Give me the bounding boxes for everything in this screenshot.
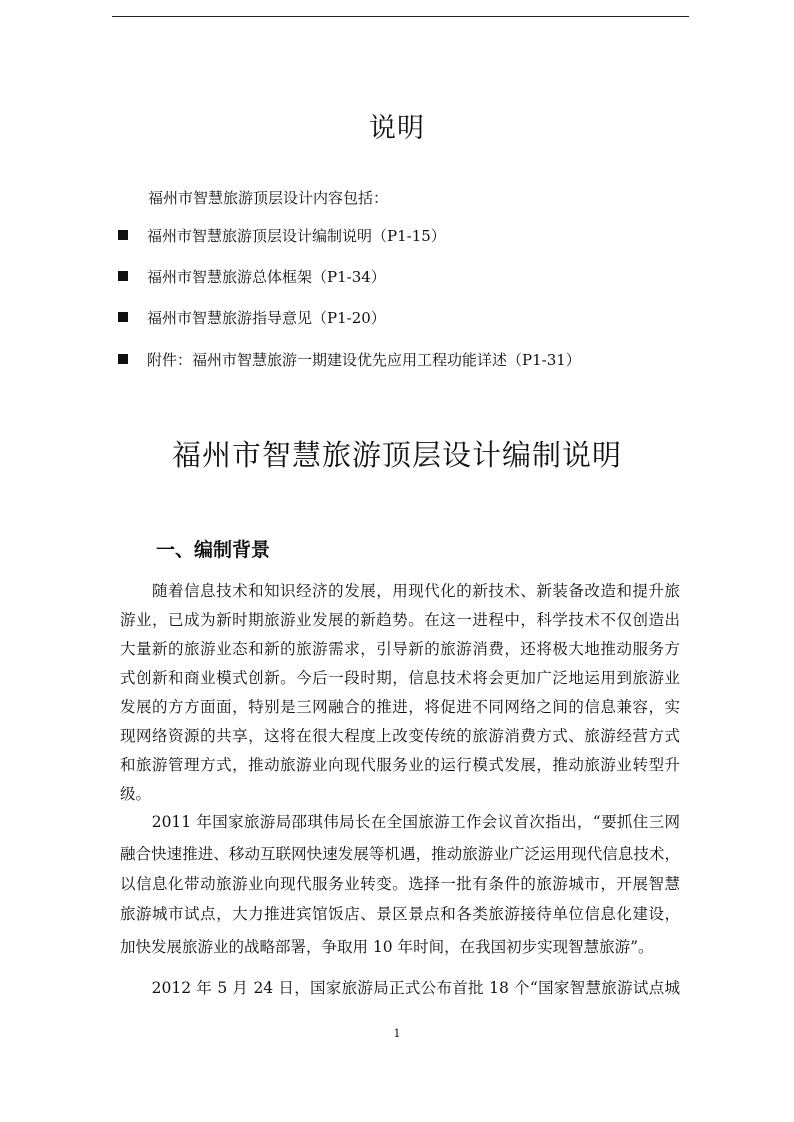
- text-line: 以信息化带动旅游业向现代服务业转变。选择一批有条件的旅游城市，开展智慧: [120, 875, 680, 893]
- text-line: 大量新的旅游业态和新的旅游需求，引导新的旅游消费，还将极大地推动服务方: [120, 640, 680, 658]
- header-rule: [112, 16, 689, 17]
- contents-item: [118, 306, 386, 328]
- page-number: 1: [393, 1027, 401, 1040]
- contents-intro: 福州市智慧旅游顶层设计内容包括：: [148, 189, 389, 207]
- square-bullet-icon: [118, 230, 128, 240]
- contents-item-label: 附件：福州市智慧旅游一期建设优先应用工程功能详述（P1-31）: [147, 350, 581, 369]
- square-bullet-icon: [118, 312, 128, 322]
- text-line: 和旅游管理方式，推动旅游业向现代服务业的运行模式发展，推动旅游业转型升: [120, 756, 680, 774]
- text-line: 融合快速推进、移动互联网快速发展等机遇，推动旅游业广泛运用现代信息技术，: [120, 845, 680, 863]
- contents-item-label: 福州市智慧旅游顶层设计编制说明（P1-15）: [147, 226, 446, 245]
- contents-item-label: 福州市智慧旅游指导意见（P1-20）: [147, 308, 386, 327]
- page-title: 说明: [369, 113, 425, 144]
- section-heading: 一、编制背景: [156, 539, 271, 561]
- contents-item: [118, 348, 581, 370]
- contents-item-label: 福州市智慧旅游总体框架（P1-34）: [147, 267, 386, 286]
- text-line: 2012 年 5 月 24 日，国家旅游局正式公布首批 18 个“国家智慧旅游试点城: [120, 979, 680, 997]
- text-line: 旅游城市试点，大力推进宾馆饭店、景区景点和各类旅游接待单位信息化建设，: [120, 905, 680, 923]
- text-line: 发展的方方面面，特别是三网融合的推进，将促进不同网络之间的信息兼容，实: [120, 698, 680, 716]
- text-line: 游业，已成为新时期旅游业发展的新趋势。在这一进程中，科学技术不仅创造出: [120, 611, 680, 629]
- square-bullet-icon: [118, 354, 128, 364]
- contents-item: [118, 265, 386, 287]
- text-line: 2011 年国家旅游局邵琪伟局长在全国旅游工作会议首次指出，“要抓住三网: [120, 813, 680, 831]
- text-line: 现网络资源的共享，这将在很大程度上改变传统的旅游消费方式、旅游经营方式: [120, 727, 680, 745]
- square-bullet-icon: [118, 271, 128, 281]
- text-line: 级。: [120, 785, 152, 803]
- text-line: 加快发展旅游业的战略部署，争取用 10 年时间，在我国初步实现智慧旅游”。: [120, 938, 654, 956]
- contents-item: [118, 224, 446, 246]
- text-line: 随着信息技术和知识经济的发展，用现代化的新技术、新装备改造和提升旅: [120, 582, 680, 600]
- section-title: 福州市智慧旅游顶层设计编制说明: [171, 438, 622, 472]
- text-line: 式创新和商业模式创新。今后一段时期，信息技术将会更加广泛地运用到旅游业: [120, 669, 680, 687]
